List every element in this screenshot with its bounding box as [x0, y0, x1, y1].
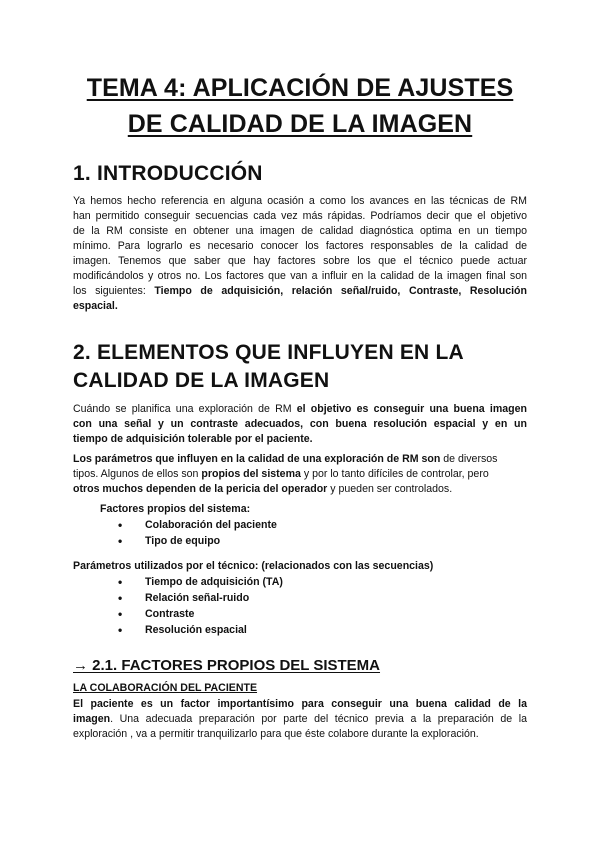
s2p2-line-2: [73, 467, 527, 482]
section-2-1-paragraph: [73, 697, 527, 742]
s2p2-line-2-a: tipos. Algunos de ellos son: [73, 468, 202, 480]
intro-line-7: [73, 284, 527, 299]
intro-line-7-bold: Tiempo de adquisición, relación señal/ruido, Contraste, Resolución: [154, 285, 527, 297]
intro-line-2: han permitido conseguir secuencias cada vez más rápidas. Podríamos decir que el objetivo: [73, 210, 527, 222]
s21-line-1: El paciente es un factor importantísimo para conseguir una buena calidad de la: [73, 698, 527, 710]
intro-line-3: de la RM consiste en obtener una imagen de calidad diagnóstica optima en un tiempo: [73, 225, 527, 237]
factor-item: • Colaboración del paciente: [118, 517, 277, 533]
s2p2-line-3-text: y pueden ser controlados.: [327, 483, 453, 495]
factors-list: [118, 517, 277, 549]
intro-line-8-bold: espacial.: [73, 300, 118, 312]
s2p1-line-2: con una señal y un contraste adecuados, con buena resolución espacial y en un: [73, 418, 527, 430]
param-item: • Relación señal-ruido: [118, 590, 283, 606]
s2p1-line-1-text: Cuándo se planifica una exploración de RM: [73, 403, 297, 415]
section-2-1-heading: → 2.1. FACTORES PROPIOS DEL SISTEMA: [73, 657, 381, 674]
intro-line-5: imagen. Tenemos que saber que hay factores sobre los que el técnico puede actuar: [73, 255, 527, 267]
section-2-paragraph-1: [73, 402, 527, 447]
s2p1-line-3: tiempo de adquisición tolerable por el paciente.: [73, 433, 313, 445]
param-item: • Tiempo de adquisición (TA): [118, 574, 283, 590]
section-2-heading-line-2: CALIDAD DE LA IMAGEN: [73, 369, 330, 392]
s2p2-line-3: [73, 482, 527, 497]
section-2-heading-line-1: 2. ELEMENTOS QUE INFLUYEN EN LA: [73, 341, 464, 364]
s21-line-2: [73, 712, 527, 727]
factor-item: • Tipo de equipo: [118, 533, 277, 549]
params-label: Parámetros utilizados por el técnico: (relacionados con las secuencias): [73, 560, 434, 572]
s2p2-line-1: [73, 452, 527, 467]
intro-line-7-text: los siguientes:: [73, 285, 155, 297]
params-list: [118, 574, 283, 638]
s2p2-line-2-b: propios del sistema: [201, 468, 301, 480]
intro-line-8: [73, 299, 527, 314]
patient-collaboration-subheading: LA COLABORACIÓN DEL PACIENTE: [73, 682, 258, 694]
param-item: • Contraste: [118, 606, 283, 622]
intro-line-6: modificándolos y otros no. Los factores que van a influir en la calidad de la imagen final son: [73, 270, 527, 282]
s21-line-2-text: . Una adecuada preparación por parte del técnico previa a la preparación de la: [110, 713, 527, 725]
intro-line-4: mínimo. Para lograrlo es necesario conocer los factores responsables de la calidad de: [73, 240, 527, 252]
document-title-line-1: TEMA 4: APLICACIÓN DE AJUSTES: [86, 74, 514, 102]
s2p2-line-3-bold: otros muchos dependen de la pericia del operador: [73, 483, 328, 495]
document-title-line-2: DE CALIDAD DE LA IMAGEN: [127, 110, 473, 138]
s2p2-line-1-bold: Los parámetros que influyen en la calidad de una exploración de RM son: [73, 453, 441, 465]
factors-label: Factores propios del sistema:: [100, 503, 251, 515]
intro-paragraph: [73, 194, 527, 314]
s2p2-line-2-c: y por lo tanto difíciles de controlar, pero: [300, 468, 489, 480]
s21-line-3: exploración , va a permitir tranquilizarlo para que éste colabore durante la exploración.: [73, 728, 479, 740]
section-2-paragraph-2: [73, 452, 527, 497]
s2p2-line-1-text: de diversos: [440, 453, 498, 465]
intro-line-1: Ya hemos hecho referencia en alguna ocasión a como los avances en las técnicas de RM: [73, 195, 527, 207]
section-1-heading: 1. INTRODUCCIÓN: [73, 162, 263, 185]
param-item: • Resolución espacial: [118, 622, 283, 638]
s21-line-2-bold: imagen: [73, 713, 111, 725]
s2p1-line-1-bold: el objetivo es conseguir una buena imagen: [296, 403, 527, 415]
s2p1-line-1: [73, 402, 527, 417]
